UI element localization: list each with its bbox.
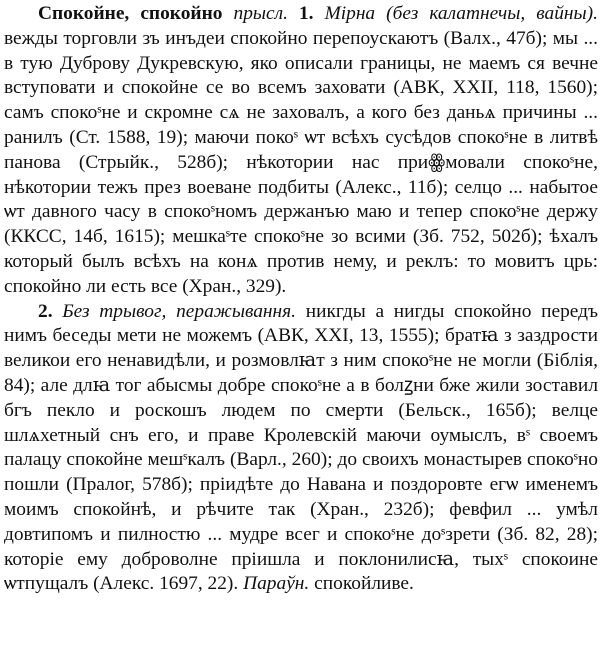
sense-2-gloss: Без трывог, перажывання. — [62, 300, 297, 322]
dictionary-entry — [4, 2, 598, 597]
sense-1-citations: вежды торговли зъ инъдеи спокойно перепоускаютъ (Валх., 47б); мы ... в тую Дуброву Дукревскую, яко описали границы, не маемъ ся вечне вступовати и спокойне се во всемъ заховати (АВК, XXII, 118, 1560); самъ спокоˢне и скромне сѧ не заховалъ, а кого без даньѧ причины ... ранилъ (Ст. 1588, 19); маючи покоˢ ѡт всѣхъ сусѣдов спокоˢне в литвѣ панова (Стрыйк., 528б); нѣкотории нас приꙮмовали спокоˢне, нѣкотории тежъ през воеване подбиты (Алекс., 11б); селцо ... набытое ѡт давного часу в спокоˢномъ держанъю маю и тепер спокоˢне держу (ККСС, 14б, 1615); мешкаˢте спокоˢне зо всими (Зб. 752, 502б); ѣхалъ который былъ всѣхъ на конѧ против нему, и реклъ: то мовитъ црь: спокойно ли есть все (Хран., 329). — [4, 27, 598, 297]
headword: Спокойне, спокойно — [38, 3, 223, 24]
cross-reference-label: Параўн. — [243, 573, 310, 595]
part-of-speech: прысл. — [233, 3, 288, 24]
sense-1-number: 1. — [298, 3, 314, 24]
sense-2-number: 2. — [38, 300, 53, 322]
sense-1-gloss: Мірна (без калатнечы, вайны). — [324, 3, 598, 24]
cross-reference-word: спокойливе. — [314, 573, 414, 595]
sense-2-paragraph — [4, 300, 598, 598]
sense-2-citations: никгды а нигды спокойно передъ нимъ беседы мети не можемъ (АВК, XXI, 13, 1555); братꙗ з заздрости великои его ненавидѣли, и розмовлꙗт з ним спокоˢне не могли (Біблія, 84); але длꙗ тог абысмы добре спокоˢне а в болꙁни бже жили зоставил бгъ пекло и роскошъ людем по смерти (Бельск., 165б); велце шлѧхетный снъ его, и праве Кролевскій маючи оумыслъ, вˢ своемъ палацу спокойне мешˢкалъ (Варл., 260); до своихъ монастырев спокоˢно пошли (Пралог, 578б); пріидѣте до Навана и поздоровте егѡ именемъ моимъ спокойнѣ, и рѣчите так (Хран., 232б); февфил ... умѣл довтипомъ и пилностю ... мудре всег и спокоˢне доˢзрети (Зб. 82, 28); которіе ему доброволне пріишла и поклонилисꙗ, тыхˢ спокоине ѡтпущалъ (Алекс. 1697, 22). — [4, 300, 599, 595]
sense-1-paragraph — [4, 2, 598, 300]
